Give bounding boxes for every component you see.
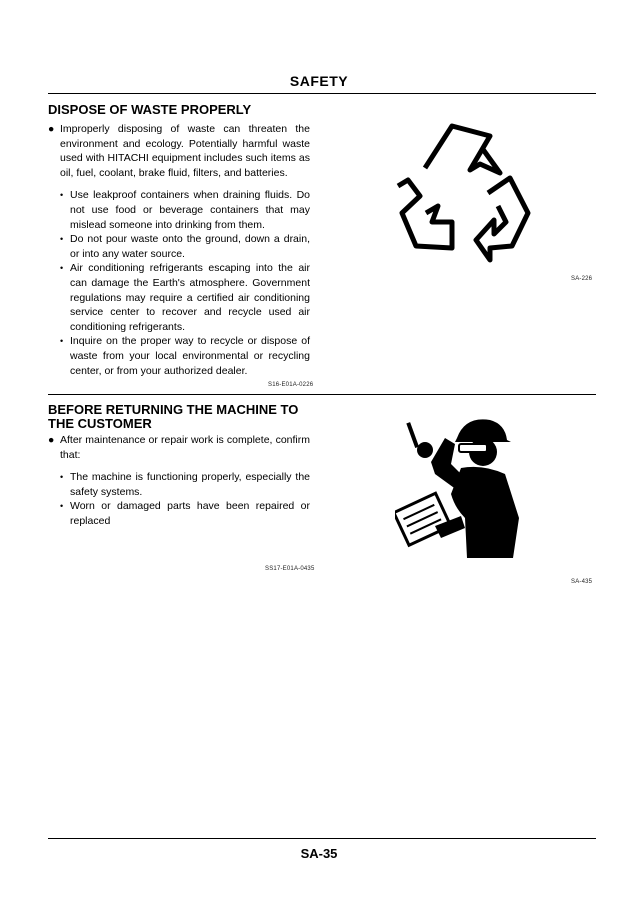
section-bullet [48, 433, 310, 462]
figure-code: SA-435 [571, 579, 593, 585]
section-dispose-waste [48, 103, 310, 378]
list-item [48, 470, 310, 499]
list-item-text: Worn or damaged parts have been repaired or replaced [70, 500, 310, 527]
section-heading: DISPOSE OF WASTE PROPERLY [48, 102, 252, 117]
list-item [48, 232, 310, 261]
list-item [48, 261, 310, 334]
bullet-dot-icon: • [60, 190, 64, 201]
bullet-dot-icon: • [60, 472, 64, 483]
list-item-text: Inquire on the proper way to recycle or dispose of waste from your local environmental or recycling center, or from your authorized dealer. [70, 335, 310, 377]
bullet-dot-icon: ● [48, 123, 55, 135]
recycle-icon [380, 118, 540, 268]
section-bullet [48, 122, 310, 180]
bullet-dot-icon: • [60, 263, 64, 274]
list-item [48, 499, 310, 528]
bullet-dot-icon: • [60, 501, 64, 512]
footer-rule [48, 838, 596, 839]
bullet-dot-icon: • [60, 234, 64, 245]
bullet-text: After maintenance or repair work is complete, confirm that: [60, 434, 310, 461]
list-item-text: Use leakproof containers when draining fluids. Do not use food or beverage containers that may mislead someone into drinking from them. [70, 189, 310, 231]
section-code: S16-E01A-0226 [268, 382, 314, 388]
section-divider [48, 394, 596, 395]
list-item-text: The machine is functioning properly, especially the safety systems. [70, 471, 310, 498]
worker-checklist-icon [395, 408, 525, 568]
bullet-text: Improperly disposing of waste can threaten the environment and ecology. Potentially harmful waste used with HITACHI equipment includes such items as oil, fuel, coolant, brake fluid, filters, and batteries. [60, 123, 310, 179]
section-code: SS17-E01A-0435 [265, 566, 315, 572]
list-item [48, 188, 310, 232]
page-number: SA-35 [300, 846, 338, 861]
section-before-returning [48, 403, 310, 529]
list-item-text: Do not pour waste onto the ground, down a drain, or into any water source. [70, 233, 310, 260]
header-rule [48, 93, 596, 94]
bullet-dot-icon: • [60, 336, 64, 347]
list-item-text: Air conditioning refrigerants escaping into the air can damage the Earth's atmosphere. Government regulations may require a certified air conditioning service center to recover and recycle used air conditioning refrigerants. [70, 262, 310, 333]
section-heading: BEFORE RETURNING THE MACHINE TO THE CUSTOMER [48, 402, 299, 431]
figure-code: SA-226 [571, 276, 593, 282]
page-header-title: SAFETY [289, 73, 349, 89]
bullet-dot-icon: ● [48, 434, 55, 446]
list-item [48, 334, 310, 378]
